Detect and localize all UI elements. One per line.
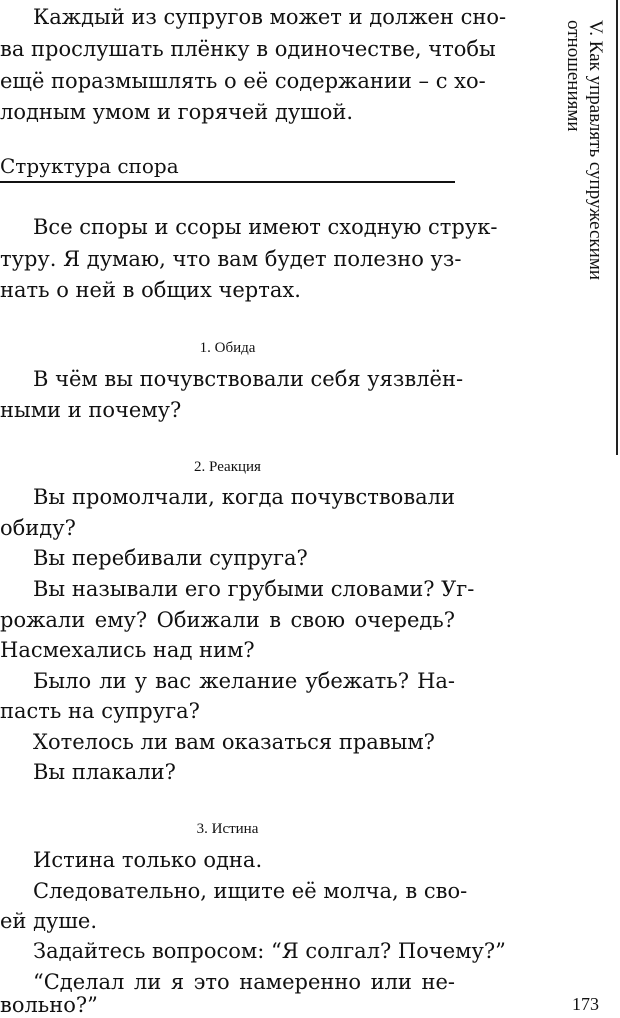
step-2-line-10: Вы плакали? <box>33 760 176 784</box>
step-2-line-2: обиду? <box>0 516 76 540</box>
step-3-line-6: вольно?” <box>0 993 98 1017</box>
step-3-line-2: Следовательно, ищите её молча, в сво- <box>33 879 468 903</box>
step-1-title: 1. Обида <box>199 340 256 356</box>
running-head <box>560 20 606 360</box>
step-3-line-1: Истина только одна. <box>33 848 263 872</box>
intro-line-4: лодным умом и горячей душой. <box>0 100 354 124</box>
page-number: 173 <box>572 994 599 1014</box>
structure-line-3: нать о ней в общих чертах. <box>0 278 301 302</box>
step-2-line-1: Вы промолчали, когда почувствовали <box>33 485 455 509</box>
step-2-line-4: Вы называли его грубыми словами? Уг- <box>33 577 475 601</box>
step-1-line-1: В чём вы почувствовали себя уязвлён- <box>33 367 464 391</box>
intro-line-1: Каждый из супругов может и должен сно- <box>33 5 507 29</box>
step-2-line-8: пасть на супруга? <box>0 699 200 723</box>
step-2-line-5: рожали ему? Обижали в свою очередь? <box>0 608 455 632</box>
intro-line-2: ва прослушать плёнку в одиночестве, чтобы <box>0 37 496 61</box>
step-3-title: 3. Истина <box>196 821 259 837</box>
section-title-rule <box>0 181 455 183</box>
section-title: Структура спора <box>0 154 179 178</box>
margin-rule <box>616 0 618 455</box>
running-head-line-2: отношениями <box>563 20 584 132</box>
intro-line-3: ещё поразмышлять о её содержании – с хо- <box>0 69 486 93</box>
step-1-line-2: ными и почему? <box>0 398 182 422</box>
step-2-line-3: Вы перебивали супруга? <box>33 546 308 570</box>
structure-line-1: Все споры и ссоры имеют сходную струк- <box>33 215 498 239</box>
step-2-line-6: Насмехались над ним? <box>0 638 255 662</box>
step-2-line-7: Было ли у вас желание убежать? На- <box>33 669 455 693</box>
step-2-title: 2. Реакция <box>194 459 261 475</box>
step-3-line-3: ей душе. <box>0 909 98 933</box>
running-head-line-1: V. Как управлять супружескими <box>585 20 606 281</box>
step-3-line-4: Задайтесь вопросом: “Я солгал? Почему?” <box>33 939 506 963</box>
step-2-line-9: Хотелось ли вам оказаться правым? <box>33 730 435 754</box>
structure-line-2: туру. Я думаю, что вам будет полезно уз- <box>0 247 462 271</box>
step-3-line-5: “Сделал ли я это намеренно или не- <box>33 970 455 994</box>
